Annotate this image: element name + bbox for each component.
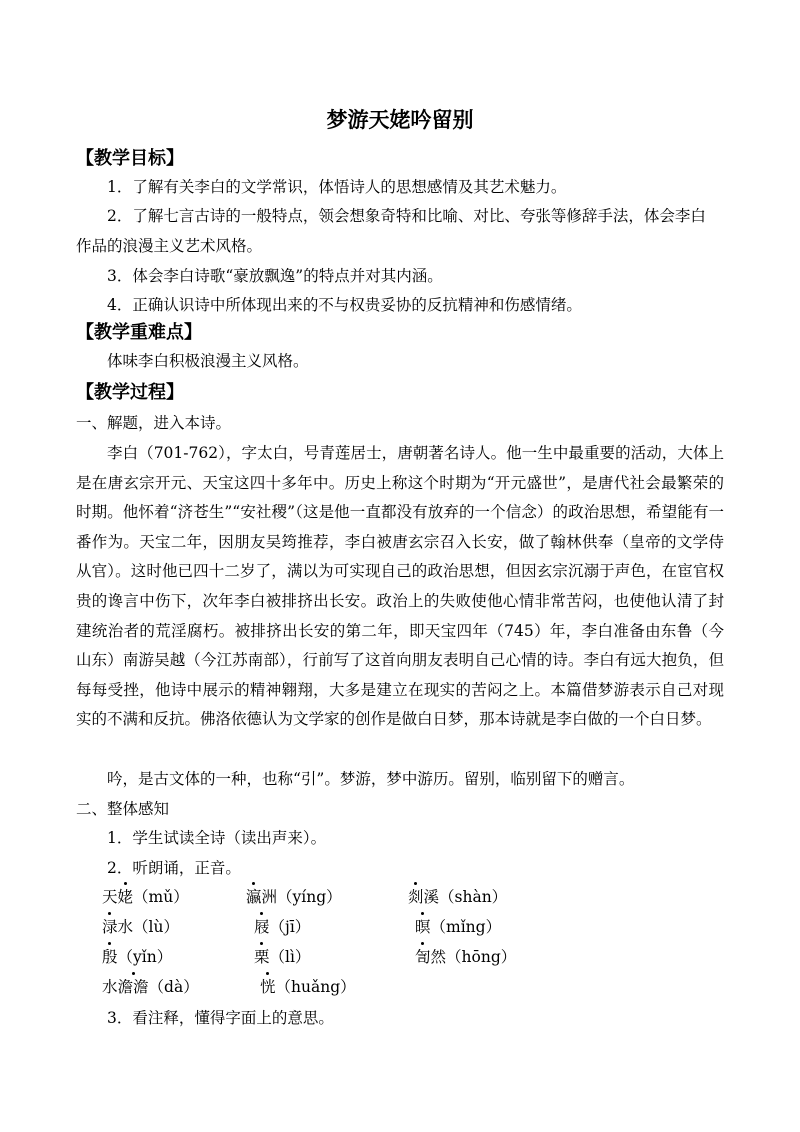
- page-title: 梦游天姥吟留别: [326, 108, 474, 132]
- pinyin-row: [102, 884, 562, 910]
- pinyin-entry: 屐（jī）: [254, 914, 310, 940]
- goal-item-2-cont: 作品的浪漫主义艺术风格。: [76, 237, 263, 255]
- pinyin-entry: 栗（lì）: [254, 944, 310, 970]
- step2-item-3: 3．看注释，懂得字面上的意思。: [107, 1009, 334, 1027]
- key-point-text: 体味李白积极浪漫主义风格。: [107, 352, 309, 370]
- goals-heading: 【教学目标】: [76, 148, 184, 169]
- goal-item-3: 3．体会李白诗歌“豪放飘逸”的特点并对其内涵。: [107, 267, 443, 285]
- key-points-heading: 【教学重难点】: [76, 322, 202, 343]
- goal-item-1: 1．了解有关李白的文学常识，体悟诗人的思想感情及其艺术魅力。: [107, 178, 567, 196]
- step2-item-2: 2．听朗诵，正音。: [107, 859, 241, 877]
- pinyin-entry: 殷（yǐn）: [102, 944, 172, 970]
- pinyin-entry: 渌水（lù）: [102, 914, 179, 940]
- step1-note: 吟，是古文体的一种，也称“引”。梦游，梦中游历。留别，临别留下的赠言。: [107, 770, 635, 788]
- pinyin-entry: 恍（huǎng）: [260, 974, 356, 1000]
- pinyin-entry: 瀛洲（yíng）: [246, 884, 342, 910]
- step2-heading: 二、整体感知: [76, 800, 170, 818]
- pinyin-row: [102, 974, 562, 1000]
- pinyin-entry: 天姥（mǔ）: [102, 884, 189, 910]
- pinyin-entry: 訇然（hōng）: [415, 944, 516, 970]
- process-heading: 【教学过程】: [76, 382, 184, 403]
- step2-item-1: 1．学生试读全诗（读出声来）。: [107, 829, 327, 847]
- goal-item-4: 4．正确认识诗中所体现出来的不与权贵妥协的反抗精神和伤感情绪。: [107, 296, 582, 314]
- goal-item-2: 2．了解七言古诗的一般特点，领会想象奇特和比喻、对比、夸张等修辞手法，体会李白: [107, 207, 706, 225]
- step1-paragraph: 李白（701-762），字太白，号青莲居士，唐朝著名诗人。他一生中最重要的活动，大体上是在唐玄宗开元、天宝这四十多年中。历史上称这个时期为“开元盛世”，是唐代社会最繁荣的时期。他怀着“济苍生”“安社稷”（这是他一直都没有放弃的一个信念）的政治思想，希望能有一番作为。天宝二年，因朋友吴筠推荐，李白被唐玄宗召入长安，做了翰林供奉（皇帝的文学侍从官）。这时他已四十二岁了，满以为可实现自己的政治思想，但因玄宗沉溺于声色，在宦官权贵的谗言中伤下，次年李白被排挤出长安。政治上的失败使他心情非常苦闷，也使他认清了封建统治者的荒淫腐朽。被排挤出长安的第二年，即天宝四年（745）年，李白准备由东鲁（今山东）南游吴越（今江苏南部），行前写了这首向朋友表明自己心情的诗。李白有远大抱负，但每每受挫，他诗中展示的精神翱翔，大多是建立在现实的苦闷之上。本篇借梦游表示自己对现实的不满和反抗。佛洛依德认为文学家的创作是做白日梦，那本诗就是李白做的一个白日梦。: [76, 444, 724, 729]
- pinyin-row: [102, 914, 562, 940]
- pinyin-entry: 剡溪（shàn）: [408, 884, 507, 910]
- pinyin-row: [102, 944, 562, 970]
- pinyin-entry: 水澹澹（dà）: [102, 974, 199, 1000]
- pinyin-entry: 暝（mǐng）: [415, 914, 501, 940]
- step1-heading: 一、解题，进入本诗。: [76, 414, 232, 432]
